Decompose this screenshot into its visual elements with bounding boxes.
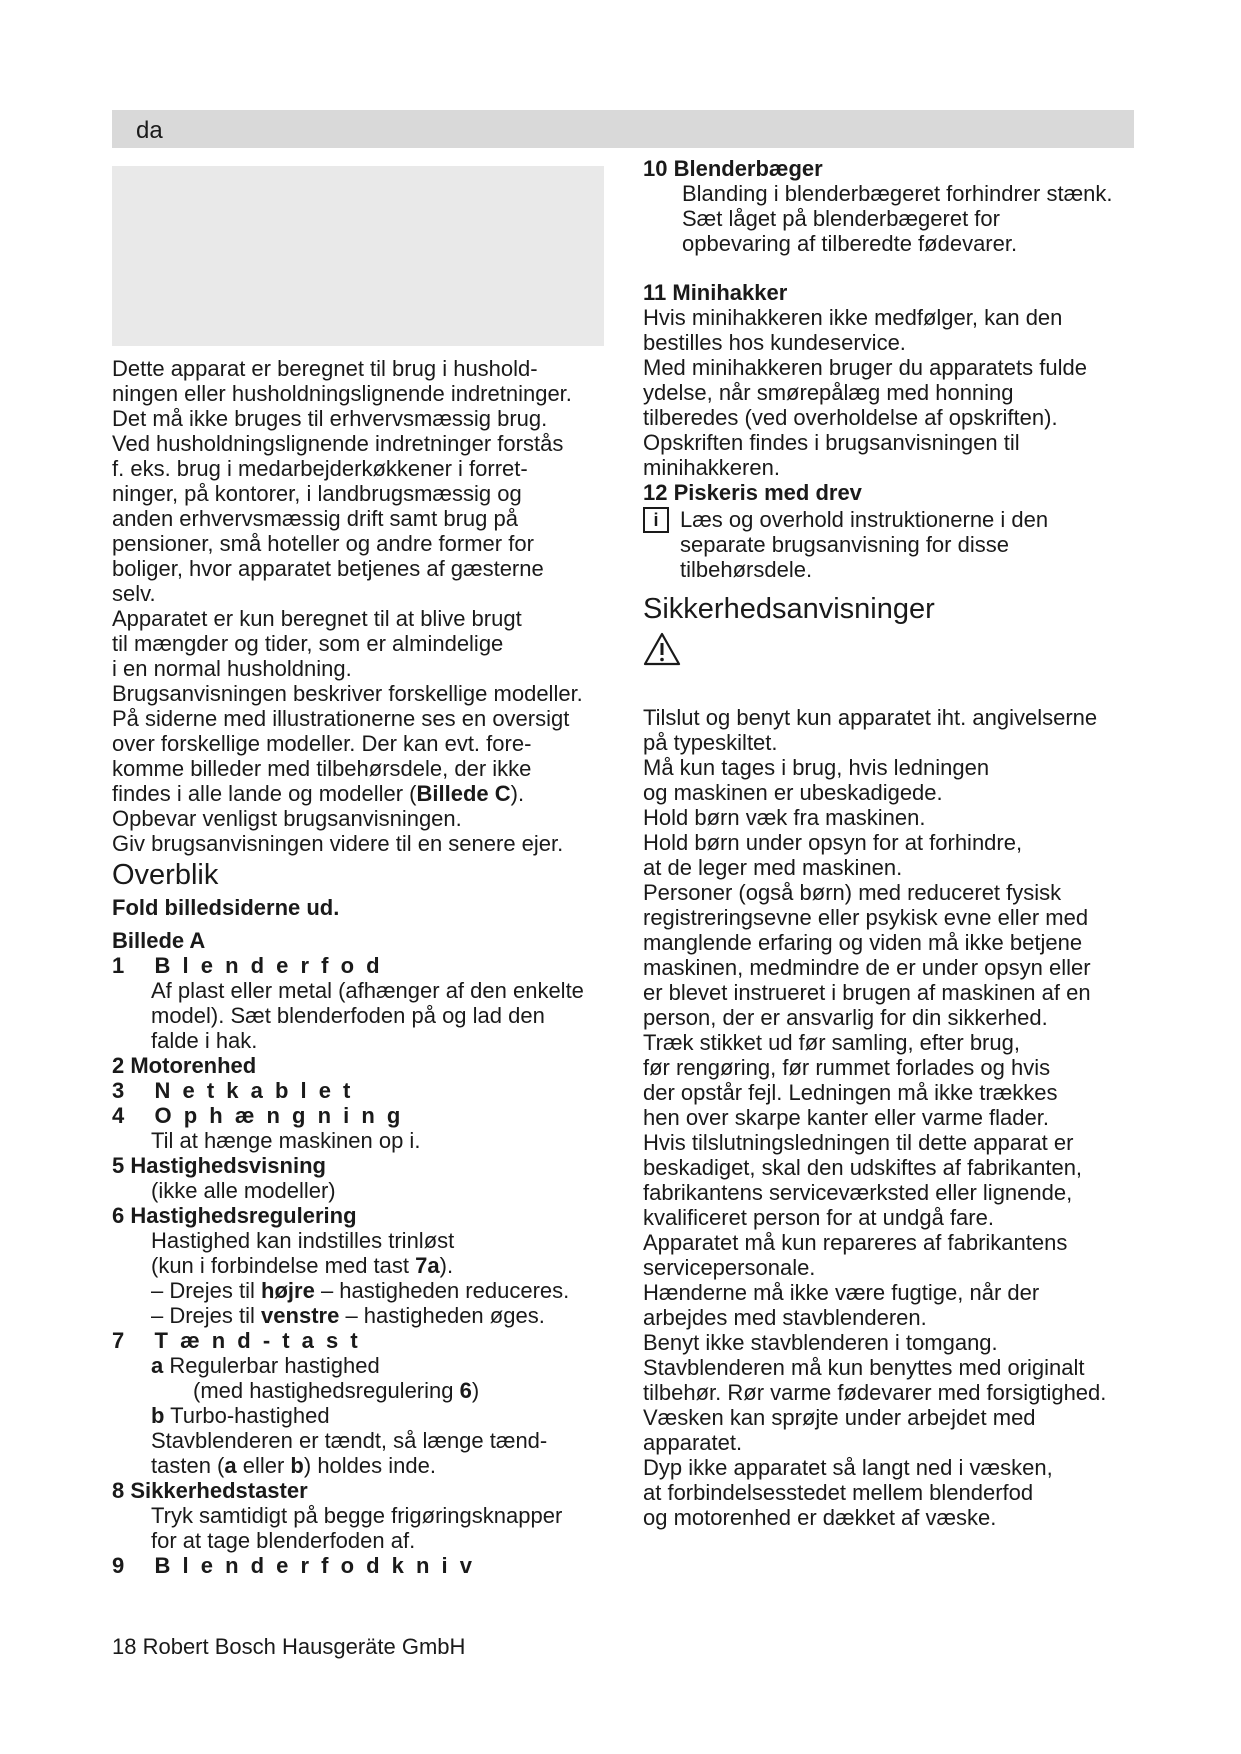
intro-line: over forskellige modeller. Der kan evt. fore-	[112, 731, 532, 756]
image-placeholder	[112, 166, 604, 346]
item-2-title: 2 Motorenhed	[112, 1053, 257, 1078]
item-11-desc: bestilles hos kundeservice.	[643, 330, 906, 355]
left-column	[112, 356, 612, 1578]
safety-line: Benyt ikke stavblenderen i tomgang.	[643, 1330, 998, 1355]
intro-line: Ved husholdningslignende indretninger forstås	[112, 431, 564, 456]
safety-line: Træk stikket ud før samling, efter brug,	[643, 1030, 1020, 1055]
item-8-desc: Tryk samtidigt på begge frigøringsknapper	[151, 1503, 563, 1528]
item-11-desc: ydelse, når smørepålæg med honning	[643, 380, 1014, 405]
info-text: Læs og overhold instruktionerne i den separate brugsanvisning for disse tilbehørsdele.	[680, 507, 1049, 582]
safety-line: manglende erfaring og viden må ikke betjene	[643, 930, 1083, 955]
item-7-desc: tasten (a eller b) holdes inde.	[151, 1453, 436, 1478]
safety-line: arbejdes med stavblenderen.	[643, 1305, 927, 1330]
safety-line: servicepersonale.	[643, 1255, 816, 1280]
intro-line: ninger, på kontorer, i landbrugsmæssig og	[112, 481, 522, 506]
info-note	[643, 507, 1143, 582]
picture-a-heading: Billede A	[112, 928, 206, 953]
item-8-title: 8 Sikkerhedstaster	[112, 1478, 308, 1503]
intro-line: anden erhvervsmæssig drift samt brug på	[112, 506, 518, 531]
safety-line: maskinen, medmindre de er under opsyn eller	[643, 955, 1091, 980]
intro-line: boliger, hvor apparatet betjenes af gæsterne	[112, 556, 544, 581]
intro-line: Dette apparat er beregnet til brug i hushold-	[112, 356, 538, 381]
safety-line: Væsken kan sprøjte under arbejdet med	[643, 1405, 1036, 1430]
item-10-desc: Sæt låget på blenderbægeret for	[682, 206, 1000, 231]
item-10-title: 10 Blenderbæger	[643, 156, 823, 181]
intro-line: pensioner, små hoteller og andre former for	[112, 531, 534, 556]
item-5-title: 5 Hastighedsvisning	[112, 1153, 326, 1178]
safety-line: Dyp ikke apparatet så langt ned i væsken,	[643, 1455, 1053, 1480]
safety-line: på typeskiltet.	[643, 730, 778, 755]
item-1-title: 1 Blenderfod	[112, 953, 392, 978]
safety-line: Stavblenderen må kun benyttes med originalt	[643, 1355, 1085, 1380]
item-1-desc: Af plast eller metal (afhænger af den enkelte	[151, 978, 584, 1003]
intro-line: Det må ikke bruges til erhvervsmæssig brug.	[112, 406, 548, 431]
header-bar	[112, 110, 1134, 148]
safety-line: der opstår fejl. Ledningen må ikke trækkes	[643, 1080, 1058, 1105]
intro-line: til mængder og tider, som er almindelige	[112, 631, 504, 656]
safety-line: Hold børn væk fra maskinen.	[643, 805, 926, 830]
item-6-desc: (kun i forbindelse med tast 7a).	[151, 1253, 454, 1278]
item-11-desc: Hvis minihakkeren ikke medfølger, kan den	[643, 305, 1063, 330]
intro-line: Brugsanvisningen beskriver forskellige modeller.	[112, 681, 583, 706]
intro-line: ningen eller husholdningslignende indretninger.	[112, 381, 572, 406]
picture-c-reference: Billede C	[416, 781, 511, 806]
intro-line: i en normal husholdning.	[112, 656, 352, 681]
safety-line: beskadiget, skal den udskiftes af fabrikanten,	[643, 1155, 1083, 1180]
intro-line: På siderne med illustrationerne ses en oversigt	[112, 706, 570, 731]
safety-line: kvalificeret person for at undgå fare.	[643, 1205, 994, 1230]
safety-line: og maskinen er ubeskadigede.	[643, 780, 943, 805]
safety-line: at forbindelsesstedet mellem blenderfod	[643, 1480, 1034, 1505]
item-1-desc: falde i hak.	[151, 1028, 258, 1053]
safety-heading: Sikkerhedsanvisninger	[643, 593, 935, 625]
fold-instruction: Fold billedsiderne ud.	[112, 895, 340, 920]
safety-line: Hvis tilslutningsledningen til dette apparat er	[643, 1130, 1074, 1155]
safety-line: Apparatet må kun repareres af fabrikantens	[643, 1230, 1068, 1255]
item-10-desc: Blanding i blenderbægeret forhindrer stænk.	[682, 181, 1113, 206]
item-9-title: 9 Blenderfodkniv	[112, 1553, 485, 1578]
right-column	[643, 156, 1143, 1530]
safety-line: er blevet instrueret i brugen af maskinen af en	[643, 980, 1091, 1005]
safety-line: Må kun tages i brug, hvis ledningen	[643, 755, 990, 780]
overview-heading: Overblik	[112, 859, 219, 891]
safety-line: registreringsevne eller psykisk evne eller med	[643, 905, 1089, 930]
safety-line: at de leger med maskinen.	[643, 855, 903, 880]
item-6-left: – Drejes til venstre – hastigheden øges.	[151, 1303, 545, 1328]
item-7-desc: Stavblenderen er tændt, så længe tænd-	[151, 1428, 548, 1453]
item-7-title: 7 Tænd-tast	[112, 1328, 370, 1353]
page-footer: 18 Robert Bosch Hausgeräte GmbH	[112, 1634, 466, 1659]
item-11-desc: Med minihakkeren bruger du apparatets fulde	[643, 355, 1087, 380]
language-code: da	[136, 117, 163, 144]
safety-line: Personer (også børn) med reduceret fysisk	[643, 880, 1062, 905]
safety-line: og motorenhed er dækket af væske.	[643, 1505, 997, 1530]
safety-line: fabrikantens serviceværksted eller lignende,	[643, 1180, 1073, 1205]
item-11-desc: tilberedes (ved overholdelse af opskriften).	[643, 405, 1058, 430]
safety-line: person, der er ansvarlig for din sikkerhed.	[643, 1005, 1048, 1030]
item-4-title: 4 Ophængning	[112, 1103, 413, 1128]
intro-line: Opbevar venligst brugsanvisningen.	[112, 806, 462, 831]
item-1-desc: model). Sæt blenderfoden på og lad den	[151, 1003, 545, 1028]
safety-line: før rengøring, før rummet forlades og hvis	[643, 1055, 1051, 1080]
intro-line: Apparatet er kun beregnet til at blive brugt	[112, 606, 522, 631]
safety-line: hen over skarpe kanter eller varme flader.	[643, 1105, 1049, 1130]
item-12-title: 12 Piskeris med drev	[643, 480, 862, 505]
item-7a: a Regulerbar hastighed	[151, 1353, 380, 1378]
intro-line: komme billeder med tilbehørsdele, der ikke	[112, 756, 532, 781]
item-7a-desc: (med hastighedsregulering 6)	[193, 1378, 480, 1403]
item-11-desc: minihakkeren.	[643, 455, 780, 480]
safety-line: tilbehør. Rør varme fødevarer med forsigtighed.	[643, 1380, 1107, 1405]
item-5-desc: (ikke alle modeller)	[151, 1178, 336, 1203]
item-6-title: 6 Hastighedsregulering	[112, 1203, 357, 1228]
intro-line: f. eks. brug i medarbejderkøkkener i forret-	[112, 456, 528, 481]
item-8-desc: for at tage blenderfoden af.	[151, 1528, 416, 1553]
item-11-desc: Opskriften findes i brugsanvisningen til	[643, 430, 1020, 455]
safety-line: apparatet.	[643, 1430, 743, 1455]
info-icon: i	[643, 507, 669, 533]
item-7b: b Turbo-hastighed	[151, 1403, 330, 1428]
intro-line-picture-c: findes i alle lande og modeller (Billede C).	[112, 781, 525, 806]
safety-line: Hænderne må ikke være fugtige, når der	[643, 1280, 1040, 1305]
item-6-desc: Hastighed kan indstilles trinløst	[151, 1228, 455, 1253]
safety-line: Tilslut og benyt kun apparatet iht. angivelserne	[643, 705, 1098, 730]
item-3-title: 3 Netkablet	[112, 1078, 363, 1103]
item-6-right: – Drejes til højre – hastigheden reduceres.	[151, 1278, 570, 1303]
safety-line: Hold børn under opsyn for at forhindre,	[643, 830, 1023, 855]
intro-line: Giv brugsanvisningen videre til en senere ejer.	[112, 831, 564, 856]
item-10-desc: opbevaring af tilberedte fødevarer.	[682, 231, 1018, 256]
item-4-desc: Til at hænge maskinen op i.	[151, 1128, 421, 1153]
item-11-title: 11 Minihakker	[643, 280, 788, 305]
intro-line: selv.	[112, 581, 156, 606]
warning-icon	[643, 632, 1143, 671]
